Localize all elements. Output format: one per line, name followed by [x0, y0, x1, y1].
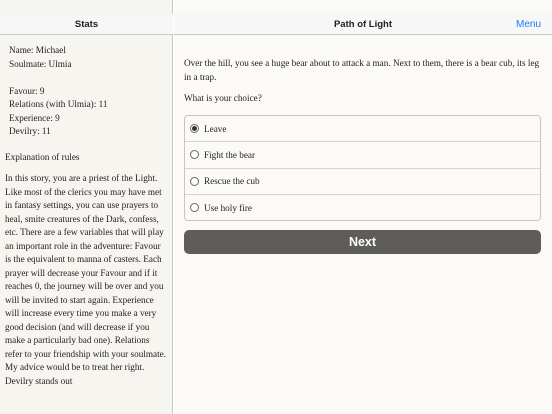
choice-option-use-holy-fire[interactable]: [185, 195, 540, 221]
story-text: Over the hill, you see a huge bear about to attack a man. Next to them, there is a bear cub, its leg in a trap.: [184, 58, 540, 82]
choice-option-rescue-the-cub[interactable]: [185, 169, 540, 195]
rules-title: Explanation of rules: [5, 151, 80, 162]
main-header: [174, 14, 552, 35]
sidebar-scroll-area[interactable]: [0, 36, 172, 414]
story-pane: [174, 0, 552, 414]
choice-list: [184, 115, 541, 221]
radio-selected-icon[interactable]: [190, 124, 199, 133]
choice-prompt: What is your choice?: [184, 93, 262, 103]
choice-label: Use holy fire: [204, 202, 252, 213]
menu-button[interactable]: Menu: [515, 19, 541, 30]
stat-soulmate: Soulmate: Ulmia: [9, 58, 72, 69]
sidebar-header: [0, 14, 173, 35]
rules-section: [0, 151, 172, 389]
page-title: Path of Light: [333, 19, 393, 30]
choice-label: Rescue the cub: [204, 176, 260, 187]
stat-devilry: Devilry: 11: [9, 126, 51, 136]
choice-option-leave[interactable]: [185, 116, 540, 142]
stat-name: Name: Michael: [9, 45, 66, 55]
radio-unselected-icon[interactable]: [190, 177, 199, 186]
stat-favour: Favour: 9: [9, 85, 45, 96]
choice-label: Leave: [204, 123, 227, 134]
radio-unselected-icon[interactable]: [190, 203, 199, 212]
stats-sidebar: [0, 0, 173, 414]
rules-text: In this story, you are a priest of the Light. Like most of the clerics you may have met in fantasy settings, you can use prayers to heal, smite creatures of the Dark, confess, etc. There are a few variables that will play an important role in the adventure: Favour is the equivalent to manna of casters. Each prayer will decrease your Favour and if it reaches 0, the journey will be over and you will be invited to start again. Experience will increase every time you make a very good decision (and will decrease if you make a particularly bad one). Relations refer to your friendship with your soulmate. My advice would be to treat her right. Devilry stands out: [5, 173, 166, 386]
radio-unselected-icon[interactable]: [190, 150, 199, 159]
choice-label: Fight the bear: [204, 149, 256, 160]
stat-relations: Relations (with Ulmia): 11: [9, 99, 108, 109]
choice-option-fight-the-bear[interactable]: [185, 142, 540, 168]
next-button[interactable]: Next: [184, 230, 541, 254]
stat-experience: Experience: 9: [9, 112, 60, 123]
stats-block: [0, 36, 172, 139]
sidebar-title: Stats: [74, 18, 99, 30]
